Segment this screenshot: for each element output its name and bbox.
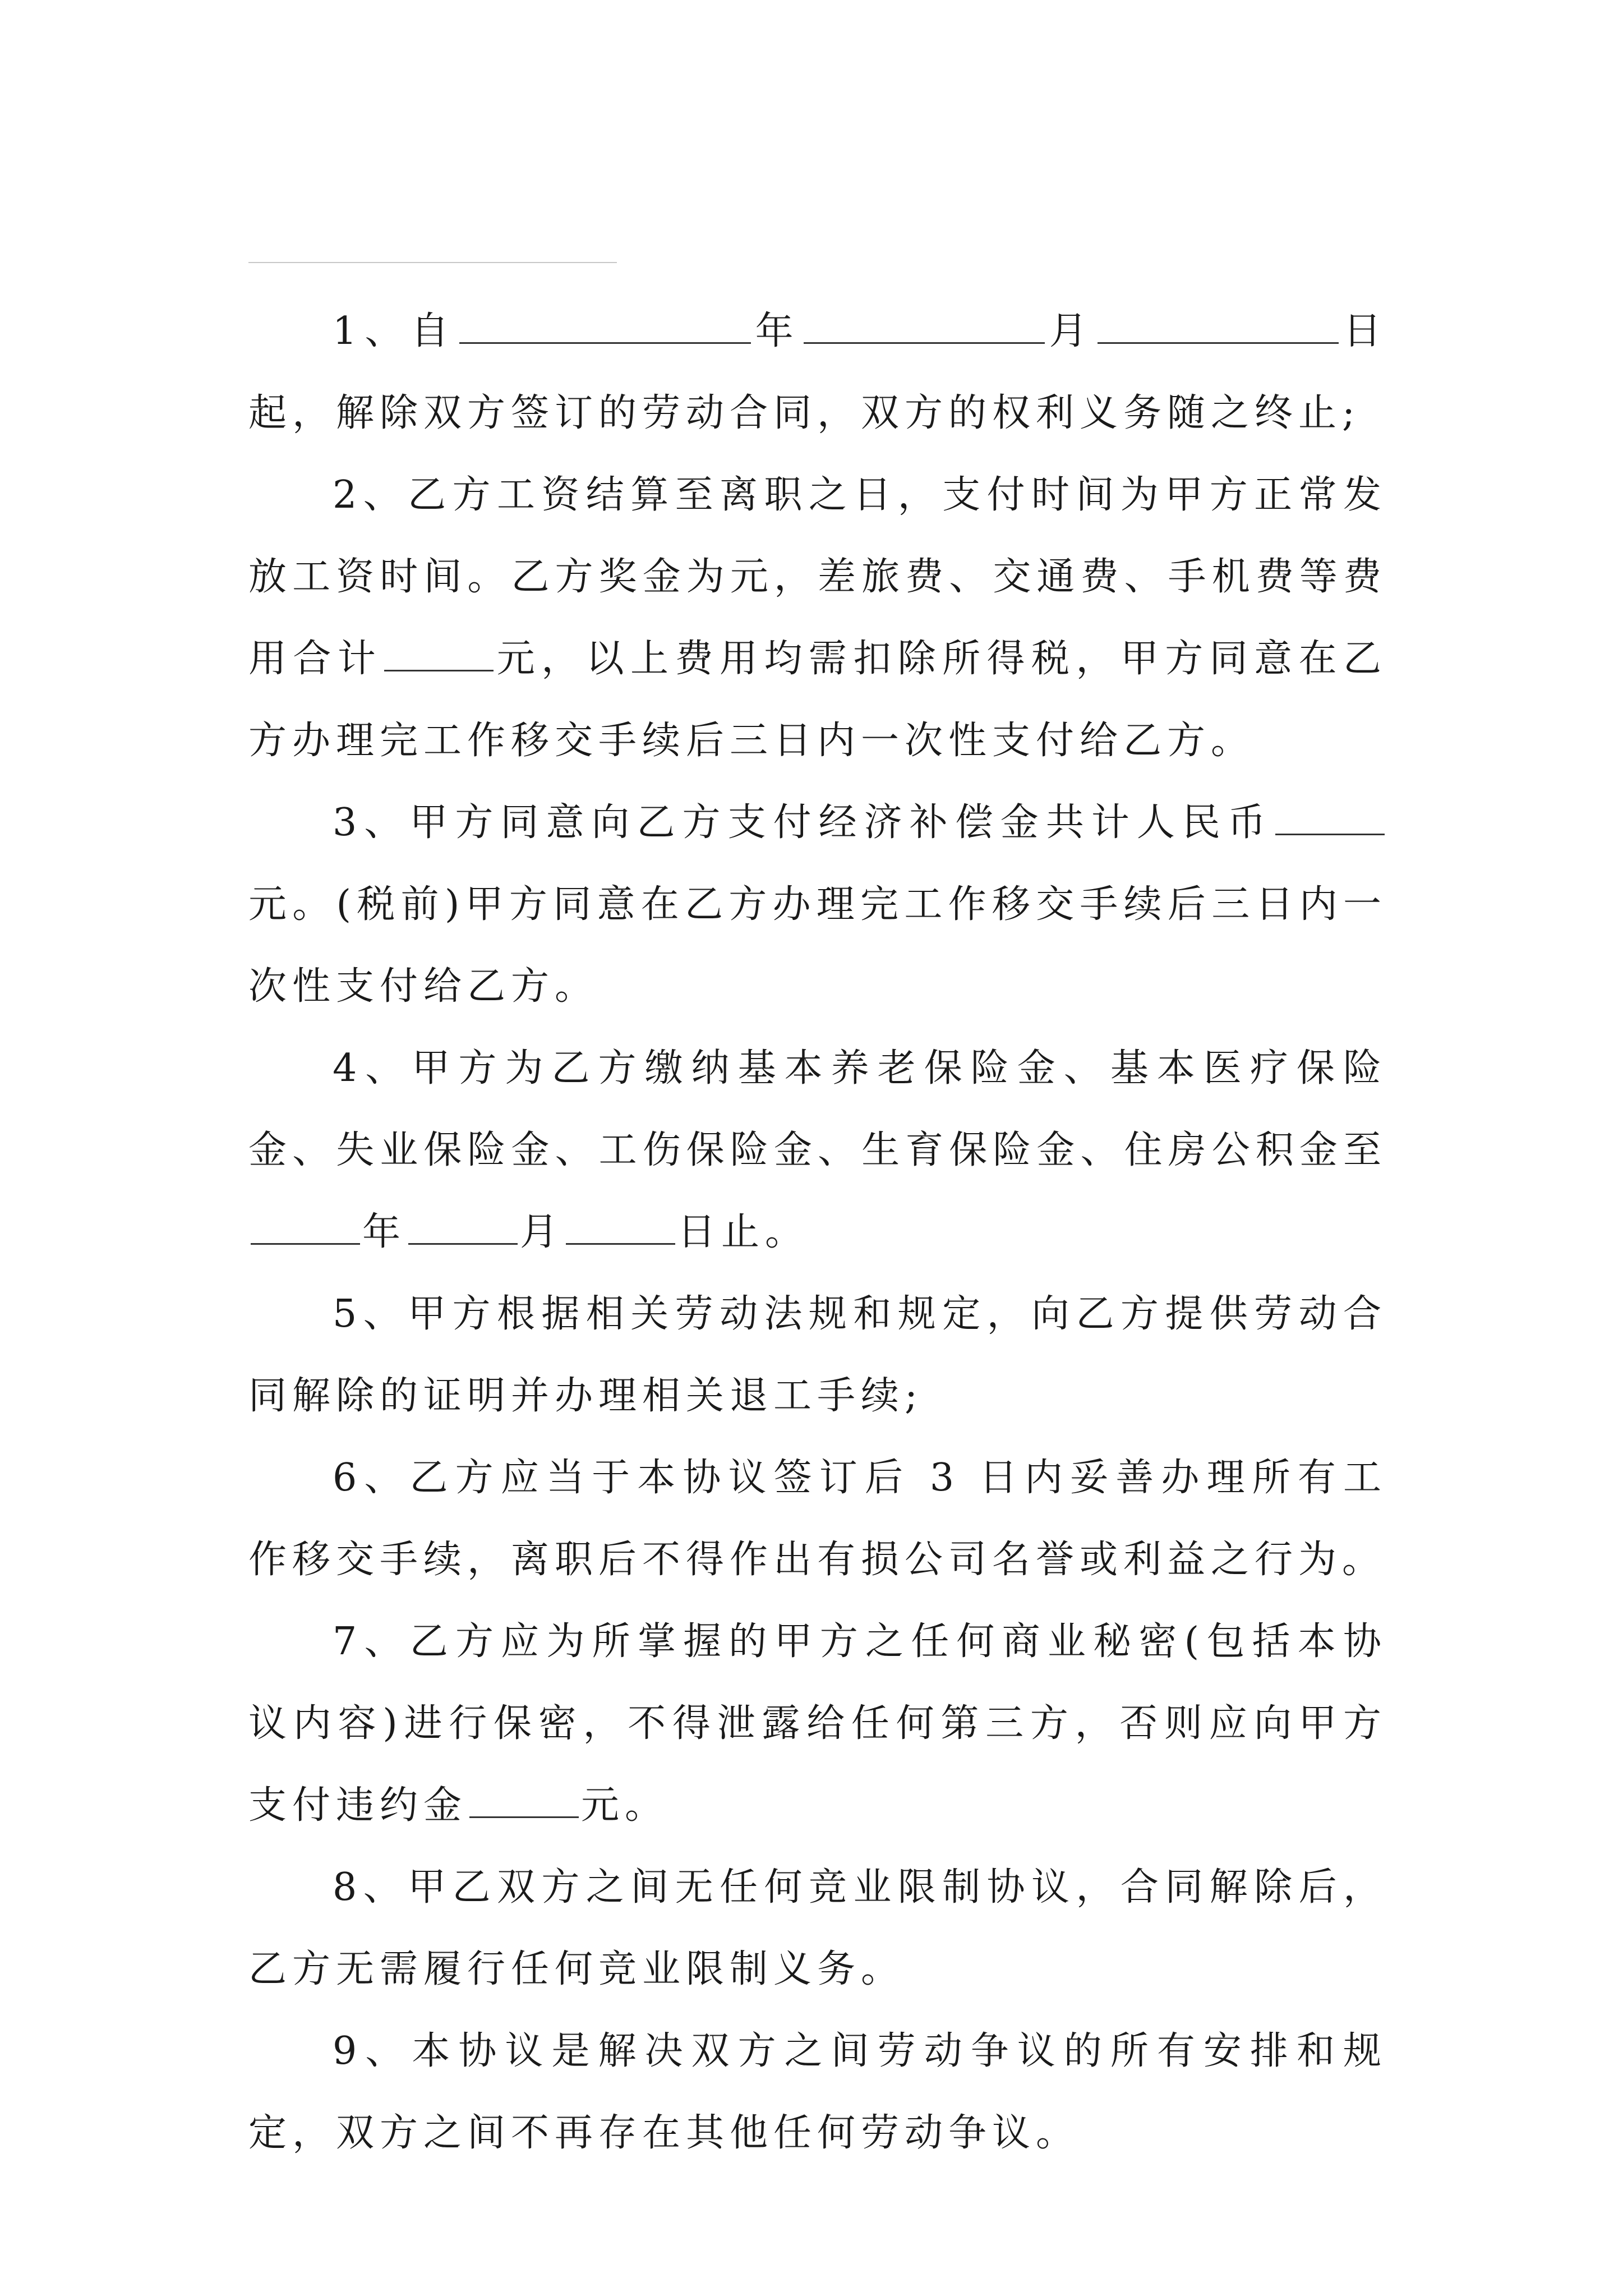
penalty-amount-blank: [469, 1777, 579, 1818]
clause-7-text-a: 7、乙方应为所掌握的甲方之任何商业秘密(包括本协议内容)进行保密，不得泄露给任何第三方，否则应向甲方支付违约金: [248, 1619, 1387, 1828]
clause-6-text: 6、乙方应当于本协议签订后 3 日内妥善办理所有工作移交手续，离职后不得作出有损公司名誉或利益之行为。: [248, 1456, 1387, 1582]
expenses-amount-blank: [384, 631, 494, 671]
clause-2-text-b: 元，以上费用均需扣除所得税，甲方同意在乙方办理完工作移交手续后三日内一次性支付给乙方。: [248, 637, 1387, 763]
clause-9: [248, 2010, 1387, 2174]
clause-7-text-b: 元。: [581, 1783, 669, 1828]
clause-5: [248, 1273, 1387, 1437]
clause-5-text: 5、甲方根据相关劳动法规和规定，向乙方提供劳动合同解除的证明并办理相关退工手续;: [248, 1292, 1387, 1418]
clause-2-text-a: 2、乙方工资结算至离职之日，支付时间为甲方正常发放工资时间。乙方奖金为元，差旅费、交通费、手机费等费用合计: [248, 473, 1387, 681]
header-rule: [248, 262, 617, 263]
month-blank: [804, 303, 1045, 344]
year-blank: [459, 303, 751, 344]
insurance-month-blank: [408, 1204, 518, 1245]
insurance-year-blank: [251, 1204, 360, 1245]
clause-4-text-b: 年: [362, 1210, 407, 1254]
insurance-day-blank: [566, 1204, 675, 1245]
clause-4-text-d: 日止。: [677, 1210, 809, 1254]
clause-7: [248, 1601, 1387, 1847]
clause-1-text-c: 月: [1046, 309, 1095, 353]
day-blank: [1098, 303, 1339, 344]
clause-6: [248, 1437, 1387, 1601]
clause-3-text-b: 元。(税前)甲方同意在乙方办理完工作移交手续后三日内一次性支付给乙方。: [248, 882, 1387, 1009]
clause-8-text: 8、甲乙双方之间无任何竞业限制协议，合同解除后，乙方无需履行任何竞业限制义务。: [248, 1865, 1387, 1991]
clause-1: [248, 291, 1387, 454]
clause-1-text-b: 年: [753, 309, 801, 353]
clause-3: [248, 782, 1387, 1028]
clause-9-text: 9、本协议是解决双方之间劳动争议的所有安排和规定，双方之间不再存在其他任何劳动争议。: [248, 2029, 1387, 2155]
clause-8: [248, 1847, 1387, 2010]
agreement-body: [248, 291, 1387, 2174]
clause-1-text-a: 1、自: [333, 309, 457, 353]
clause-4-text-c: 月: [520, 1210, 564, 1254]
clause-2: [248, 454, 1387, 782]
clause-4: [248, 1028, 1387, 1273]
clause-3-text-a: 3、甲方同意向乙方支付经济补偿金共计人民币: [333, 800, 1273, 845]
compensation-amount-blank: [1275, 794, 1385, 835]
clause-4-text-a: 4、甲方为乙方缴纳基本养老保险金、基本医疗保险金、失业保险金、工伤保险金、生育保险金、住房公积金至: [248, 1046, 1387, 1172]
clause-1-text-d: 日起，解除双方签订的劳动合同，双方的权利义务随之终止;: [248, 309, 1387, 435]
